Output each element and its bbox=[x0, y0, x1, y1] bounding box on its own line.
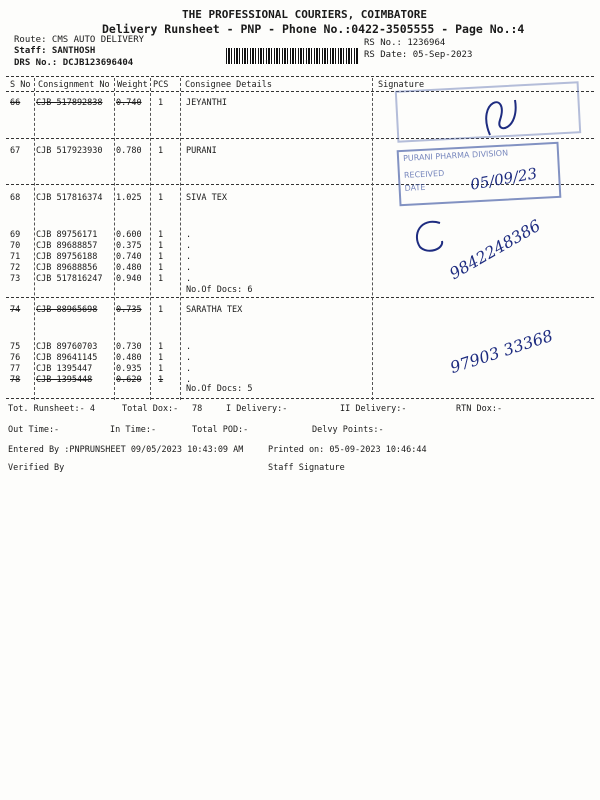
handwritten-date: 05/09/23 bbox=[468, 164, 539, 194]
delvy-points: Delvy Points:- bbox=[312, 425, 384, 435]
staff-signature: Staff Signature bbox=[268, 463, 345, 473]
handwritten-circle bbox=[410, 215, 450, 255]
col-header-consignment: Consignment No bbox=[38, 80, 110, 90]
table-top-rule bbox=[6, 76, 594, 77]
out-time: Out Time:- bbox=[8, 425, 60, 435]
stamp-purani: PURANI PHARMA DIVISION RECEIVED DATE bbox=[397, 142, 562, 206]
staff-label: Staff: SANTHOSH bbox=[14, 46, 96, 56]
i-delivery: I Delivery:- bbox=[226, 404, 288, 414]
ii-delivery: II Delivery:- bbox=[340, 404, 407, 414]
col-header-sno: S No bbox=[10, 80, 31, 90]
docs-count: No.Of Docs: 5 bbox=[186, 384, 253, 394]
col-header-weight: Weight bbox=[117, 80, 148, 90]
row-divider bbox=[6, 297, 594, 298]
col-divider bbox=[114, 78, 115, 400]
barcode bbox=[226, 48, 358, 64]
printed-on: Printed on: 05-09-2023 10:46:44 bbox=[268, 445, 427, 455]
rtn-dox: RTN Dox:- bbox=[456, 404, 503, 414]
col-divider bbox=[372, 78, 373, 400]
page-title: Delivery Runsheet - PNP - Phone No.:0422-3505555 - Page No.:4 bbox=[102, 22, 525, 36]
col-divider bbox=[150, 78, 151, 400]
col-header-signature: Signature bbox=[378, 80, 425, 90]
total-dox-label: Total Dox:- bbox=[122, 404, 179, 414]
col-header-pcs: PCS bbox=[153, 80, 169, 90]
docs-count: No.Of Docs: 6 bbox=[186, 285, 253, 295]
col-divider bbox=[34, 78, 35, 400]
drs-number: DRS No.: DCJB123696404 bbox=[14, 58, 134, 68]
signature-scribble bbox=[470, 90, 530, 140]
table-bottom-rule bbox=[6, 398, 594, 399]
handwritten-phone-2: 97903 33368 bbox=[447, 325, 556, 378]
in-time: In Time:- bbox=[110, 425, 157, 435]
total-pod: Total POD:- bbox=[192, 425, 249, 435]
col-divider bbox=[180, 78, 181, 400]
route-label: Route: CMS AUTO DELIVERY bbox=[14, 35, 145, 45]
col-header-consignee: Consignee Details bbox=[185, 80, 272, 90]
entered-by: Entered By :PNPRUNSHEET 09/05/2023 10:43:09 AM bbox=[8, 445, 244, 455]
total-dox-value: 78 bbox=[192, 404, 203, 414]
rs-date: RS Date: 05-Sep-2023 bbox=[364, 50, 473, 60]
verified-by: Verified By bbox=[8, 463, 65, 473]
company-name: THE PROFESSIONAL COURIERS, COIMBATORE bbox=[182, 8, 428, 21]
rs-number: RS No.: 1236964 bbox=[364, 38, 446, 48]
handwritten-phone-1: 9842248386 bbox=[446, 215, 544, 284]
tot-runsheet: Tot. Runsheet:- 4 bbox=[8, 404, 95, 414]
